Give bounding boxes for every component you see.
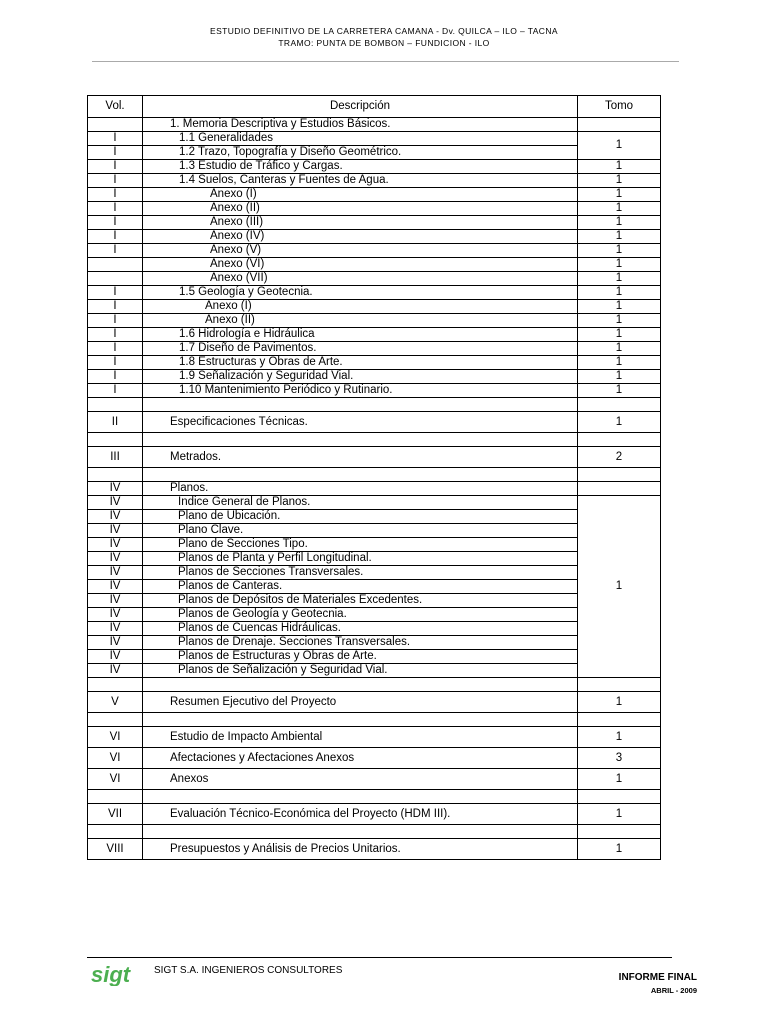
vol-cell: V xyxy=(88,692,143,713)
table-row xyxy=(88,552,661,566)
vol-cell: I xyxy=(88,132,143,146)
spacer-row xyxy=(88,433,661,447)
vol-cell: VI xyxy=(88,727,143,748)
table-row xyxy=(88,636,661,650)
vol-cell: IV xyxy=(88,496,143,510)
tomo-cell: 1 xyxy=(578,692,661,713)
desc-cell: Anexos xyxy=(143,769,578,790)
tomo-cell: 1 xyxy=(578,258,661,272)
desc-cell: 1.10 Mantenimiento Periódico y Rutinario. xyxy=(143,384,578,398)
table-row xyxy=(88,622,661,636)
table-row xyxy=(88,496,661,510)
table-row xyxy=(88,314,661,328)
table-row xyxy=(88,510,661,524)
table-row xyxy=(88,188,661,202)
table-row xyxy=(88,727,661,748)
vol-cell: IV xyxy=(88,510,143,524)
tomo-cell: 1 xyxy=(578,132,661,160)
tomo-cell: 1 xyxy=(578,300,661,314)
table-row xyxy=(88,769,661,790)
tomo-cell: 1 xyxy=(578,412,661,433)
vol-cell: IV xyxy=(88,636,143,650)
tomo-cell: 1 xyxy=(578,272,661,286)
desc-cell: Anexo (II) xyxy=(143,314,578,328)
col-desc-header: Descripción xyxy=(143,96,578,118)
tomo-cell xyxy=(578,118,661,132)
company-name: SIGT S.A. INGENIEROS CONSULTORES xyxy=(154,965,343,976)
table-row xyxy=(88,244,661,258)
desc-cell: 1.7 Diseño de Pavimentos. xyxy=(143,342,578,356)
desc-cell: 1.5 Geología y Geotecnia. xyxy=(143,286,578,300)
tomo-cell: 1 xyxy=(578,384,661,398)
spacer-row xyxy=(88,713,661,727)
desc-cell: 1.2 Trazo, Topografía y Diseño Geométrico. xyxy=(143,146,578,160)
vol-cell xyxy=(88,272,143,286)
desc-cell: Anexo (V) xyxy=(143,244,578,258)
tomo-cell: 1 xyxy=(578,769,661,790)
vol-cell: VI xyxy=(88,769,143,790)
table-row xyxy=(88,286,661,300)
desc-cell: 1.8 Estructuras y Obras de Arte. xyxy=(143,356,578,370)
vol-cell: IV xyxy=(88,580,143,594)
vol-cell: I xyxy=(88,384,143,398)
tomo-cell: 1 xyxy=(578,370,661,384)
table-row xyxy=(88,384,661,398)
vol-cell: VIII xyxy=(88,839,143,860)
table-row xyxy=(88,272,661,286)
vol-cell: IV xyxy=(88,650,143,664)
table-row xyxy=(88,692,661,713)
table-header-row xyxy=(88,96,661,118)
tomo-cell: 1 xyxy=(578,174,661,188)
vol-cell: I xyxy=(88,244,143,258)
spacer-row xyxy=(88,468,661,482)
vol-cell: IV xyxy=(88,538,143,552)
vol-cell: IV xyxy=(88,594,143,608)
desc-cell: Plano Clave. xyxy=(143,524,578,538)
report-title: INFORME FINAL xyxy=(618,972,697,983)
table-row xyxy=(88,839,661,860)
spacer-row xyxy=(88,825,661,839)
vol-cell: VII xyxy=(88,804,143,825)
desc-cell: Anexo (II) xyxy=(143,202,578,216)
table-row xyxy=(88,650,661,664)
header-line-1: ESTUDIO DEFINITIVO DE LA CARRETERA CAMANA - Dv. QUILCA – ILO – TACNA xyxy=(210,26,558,36)
table-row xyxy=(88,664,661,678)
vol-cell: I xyxy=(88,356,143,370)
spacer-row xyxy=(88,678,661,692)
desc-cell: Anexo (I) xyxy=(143,300,578,314)
vol-cell xyxy=(88,258,143,272)
desc-cell: Plano de Secciones Tipo. xyxy=(143,538,578,552)
table-row xyxy=(88,370,661,384)
vol-cell: IV xyxy=(88,664,143,678)
desc-cell: Anexo (III) xyxy=(143,216,578,230)
vol-cell: IV xyxy=(88,566,143,580)
vol-cell: I xyxy=(88,370,143,384)
tomo-cell: 1 xyxy=(578,160,661,174)
desc-cell: Planos de Señalización y Seguridad Vial. xyxy=(143,664,578,678)
vol-cell: I xyxy=(88,300,143,314)
tomo-cell: 1 xyxy=(578,216,661,230)
table-row xyxy=(88,160,661,174)
table-row xyxy=(88,412,661,433)
desc-cell: Planos de Planta y Perfil Longitudinal. xyxy=(143,552,578,566)
table-row xyxy=(88,202,661,216)
desc-cell: Estudio de Impacto Ambiental xyxy=(143,727,578,748)
tomo-cell: 1 xyxy=(578,804,661,825)
header-divider xyxy=(92,61,679,62)
desc-cell: Resumen Ejecutivo del Proyecto xyxy=(143,692,578,713)
desc-cell: 1.4 Suelos, Canteras y Fuentes de Agua. xyxy=(143,174,578,188)
spacer-row xyxy=(88,790,661,804)
table-row xyxy=(88,216,661,230)
desc-cell: Especificaciones Técnicas. xyxy=(143,412,578,433)
desc-cell: Planos de Estructuras y Obras de Arte. xyxy=(143,650,578,664)
vol-cell: I xyxy=(88,286,143,300)
table-row xyxy=(88,174,661,188)
desc-cell: Planos de Depósitos de Materiales Excedentes. xyxy=(143,594,578,608)
vol-cell: I xyxy=(88,174,143,188)
table-row xyxy=(88,608,661,622)
vol-cell: I xyxy=(88,342,143,356)
vol-cell: I xyxy=(88,202,143,216)
vol-cell: VI xyxy=(88,748,143,769)
col-tomo-header: Tomo xyxy=(578,96,661,118)
tomo-cell: 1 xyxy=(578,314,661,328)
vol-cell: II xyxy=(88,412,143,433)
desc-cell: Plano de Ubicación. xyxy=(143,510,578,524)
desc-cell: Afectaciones y Afectaciones Anexos xyxy=(143,748,578,769)
vol-cell: I xyxy=(88,328,143,342)
vol-cell: IV xyxy=(88,482,143,496)
desc-cell: Anexo (I) xyxy=(143,188,578,202)
vol-cell: I xyxy=(88,188,143,202)
tomo-cell: 1 xyxy=(578,727,661,748)
table-row xyxy=(88,132,661,146)
tomo-cell: 1 xyxy=(578,839,661,860)
desc-cell: 1.9 Señalización y Seguridad Vial. xyxy=(143,370,578,384)
table-row xyxy=(88,258,661,272)
desc-cell: Planos de Drenaje. Secciones Transversales. xyxy=(143,636,578,650)
table-row xyxy=(88,328,661,342)
table-row xyxy=(88,230,661,244)
volume-index-table xyxy=(87,95,661,860)
table-row xyxy=(88,482,661,496)
tomo-cell: 1 xyxy=(578,244,661,258)
desc-cell: Planos de Cuencas Hidráulicas. xyxy=(143,622,578,636)
desc-cell: Evaluación Técnico-Económica del Proyecto (HDM III). xyxy=(143,804,578,825)
svg-text:sigt: sigt xyxy=(91,962,131,986)
table-row xyxy=(88,804,661,825)
desc-cell: 1.3 Estudio de Tráfico y Cargas. xyxy=(143,160,578,174)
table-row xyxy=(88,580,661,594)
table-row xyxy=(88,538,661,552)
desc-cell: Presupuestos y Análisis de Precios Unitarios. xyxy=(143,839,578,860)
vol-cell: III xyxy=(88,447,143,468)
desc-cell: Planos de Geología y Geotecnia. xyxy=(143,608,578,622)
vol-cell: I xyxy=(88,146,143,160)
spacer-row xyxy=(88,398,661,412)
table-row xyxy=(88,300,661,314)
desc-cell: 1. Memoria Descriptiva y Estudios Básicos. xyxy=(143,118,578,132)
table-row xyxy=(88,566,661,580)
desc-cell: Metrados. xyxy=(143,447,578,468)
table-row xyxy=(88,356,661,370)
desc-cell: Anexo (VI) xyxy=(143,258,578,272)
tomo-cell: 1 xyxy=(578,496,661,678)
tomo-cell: 2 xyxy=(578,447,661,468)
tomo-cell: 1 xyxy=(578,202,661,216)
report-date: ABRIL - 2009 xyxy=(650,986,697,995)
vol-cell: IV xyxy=(88,552,143,566)
vol-cell: I xyxy=(88,230,143,244)
tomo-cell: 1 xyxy=(578,328,661,342)
tomo-cell: 1 xyxy=(578,230,661,244)
table-row xyxy=(88,146,661,160)
desc-cell: 1.1 Generalidades xyxy=(143,132,578,146)
tomo-cell xyxy=(578,482,661,496)
desc-cell: Planos de Secciones Transversales. xyxy=(143,566,578,580)
desc-cell: Anexo (VII) xyxy=(143,272,578,286)
table-row xyxy=(88,524,661,538)
tomo-cell: 1 xyxy=(578,356,661,370)
vol-cell: IV xyxy=(88,608,143,622)
tomo-cell: 3 xyxy=(578,748,661,769)
vol-cell: I xyxy=(88,216,143,230)
table-row xyxy=(88,594,661,608)
sigt-logo xyxy=(90,962,150,986)
desc-cell: Indice General de Planos. xyxy=(143,496,578,510)
table-row xyxy=(88,748,661,769)
desc-cell: Planos. xyxy=(143,482,578,496)
desc-cell: Anexo (IV) xyxy=(143,230,578,244)
vol-cell: IV xyxy=(88,524,143,538)
tomo-cell: 1 xyxy=(578,286,661,300)
vol-cell: I xyxy=(88,314,143,328)
table-row xyxy=(88,447,661,468)
vol-cell xyxy=(88,118,143,132)
desc-cell: 1.6 Hidrología e Hidráulica xyxy=(143,328,578,342)
table-row xyxy=(88,342,661,356)
tomo-cell: 1 xyxy=(578,188,661,202)
col-vol-header: Vol. xyxy=(88,96,143,118)
tomo-cell: 1 xyxy=(578,342,661,356)
table-row xyxy=(88,118,661,132)
header-line-2: TRAMO: PUNTA DE BOMBON – FUNDICION - ILO xyxy=(278,38,490,48)
footer-divider xyxy=(87,957,672,958)
vol-cell: IV xyxy=(88,622,143,636)
vol-cell: I xyxy=(88,160,143,174)
desc-cell: Planos de Canteras. xyxy=(143,580,578,594)
